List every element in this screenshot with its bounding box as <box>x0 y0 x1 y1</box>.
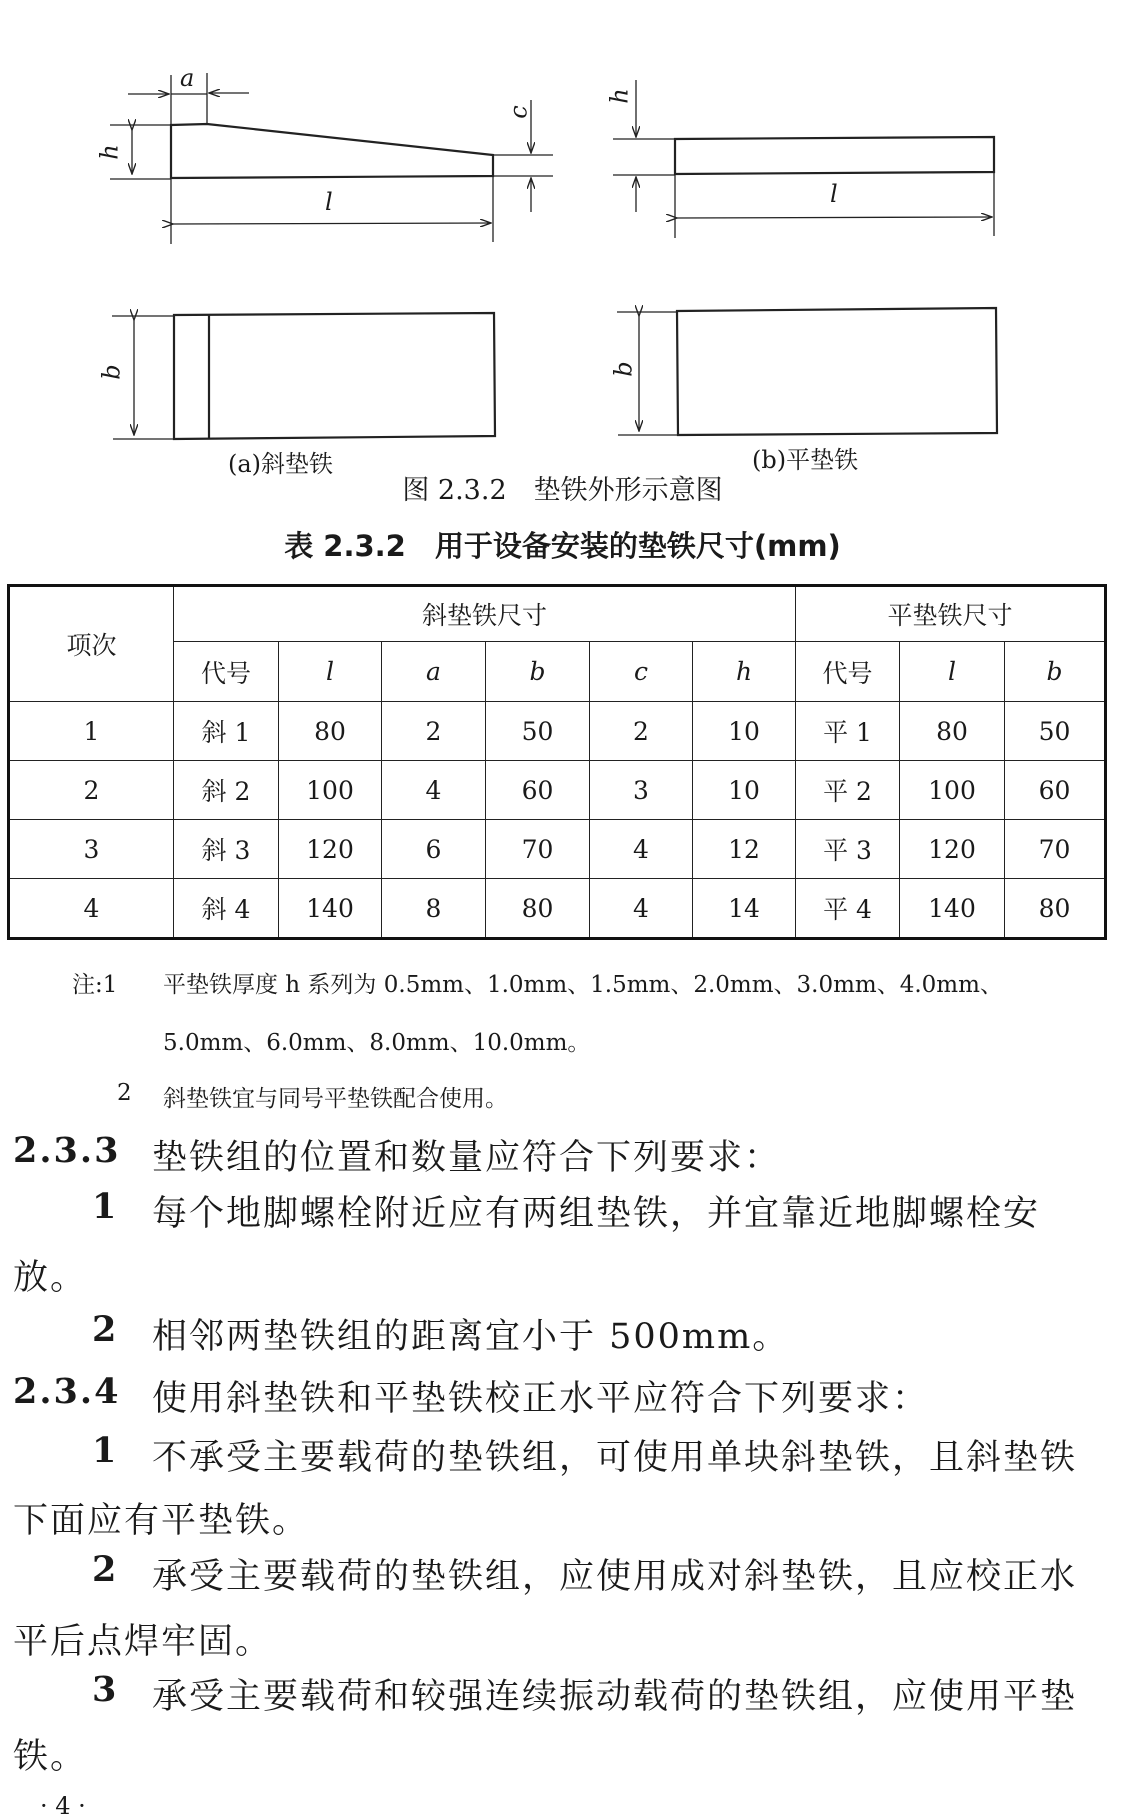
cell-flat-b: 50 <box>1005 702 1106 761</box>
dim-label-h: h <box>95 144 124 160</box>
cell-wedge-h: 10 <box>693 702 796 761</box>
cell-flat-b: 70 <box>1005 820 1106 879</box>
cell-flat-code: 平 4 <box>796 879 900 939</box>
cell-wedge-a: 4 <box>382 761 486 820</box>
cell-flat-b: 60 <box>1005 761 1106 820</box>
header-flat-l: l <box>900 642 1005 702</box>
table-row <box>9 820 1106 879</box>
cell-wedge-h: 10 <box>693 761 796 820</box>
cell-wedge-l: 140 <box>279 879 382 939</box>
table-row <box>9 761 1106 820</box>
flat-caption: (b)平垫铁 <box>752 446 859 474</box>
cell-flat-l: 80 <box>900 702 1005 761</box>
cell-wedge-b: 70 <box>486 820 590 879</box>
dim-label-a: a <box>180 64 195 92</box>
item-number: 1 <box>92 1186 119 1227</box>
flat-side-outline <box>675 137 994 174</box>
item-number: 3 <box>92 1669 119 1710</box>
wedge-caption: (a)斜垫铁 <box>228 450 334 478</box>
cell-no: 4 <box>9 879 174 939</box>
header-wedge-group: 斜垫铁尺寸 <box>174 586 796 642</box>
header-wedge-b: b <box>486 642 590 702</box>
table-row <box>9 879 1106 939</box>
cell-wedge-c: 4 <box>590 879 693 939</box>
cell-wedge-l: 120 <box>279 820 382 879</box>
item-text-line-1: 不承受主要载荷的垫铁组，可使用单块斜垫铁，且斜垫铁 <box>152 1438 1078 1478</box>
dim-label-c: c <box>504 105 533 119</box>
cell-wedge-a: 8 <box>382 879 486 939</box>
note-2-number: 2 <box>117 1080 132 1106</box>
dim-label-flat-b: b <box>609 361 638 377</box>
item-text-line-1: 每个地脚螺栓附近应有两组垫铁，并宜靠近地脚螺栓安 <box>152 1194 1041 1234</box>
cell-no: 3 <box>9 820 174 879</box>
cell-wedge-a: 6 <box>382 820 486 879</box>
cell-wedge-code: 斜 3 <box>174 820 279 879</box>
notes-prefix: 注:1 <box>72 972 118 998</box>
header-wedge-code: 代号 <box>174 642 279 702</box>
header-flat-code: 代号 <box>796 642 900 702</box>
page-number: · 4 · <box>40 1792 86 1820</box>
cell-wedge-h: 14 <box>693 879 796 939</box>
header-wedge-l: l <box>279 642 382 702</box>
cell-wedge-l: 80 <box>279 702 382 761</box>
note-2-text: 斜垫铁宜与同号平垫铁配合使用。 <box>163 1086 508 1112</box>
dim-label-l: l <box>325 188 333 216</box>
dim-label-flat-l: l <box>830 180 838 208</box>
item-number: 2 <box>92 1309 119 1350</box>
cell-wedge-b: 50 <box>486 702 590 761</box>
table-row <box>9 702 1106 761</box>
flat-plan-outline <box>677 308 997 435</box>
item-text-line-1: 承受主要载荷的垫铁组，应使用成对斜垫铁，且应校正水 <box>152 1557 1078 1597</box>
cell-wedge-c: 4 <box>590 820 693 879</box>
cell-wedge-h: 12 <box>693 820 796 879</box>
header-wedge-a: a <box>382 642 486 702</box>
item-text-line-2: 平后点焊牢固。 <box>13 1622 273 1662</box>
header-flat-b: b <box>1005 642 1106 702</box>
cell-no: 2 <box>9 761 174 820</box>
cell-wedge-a: 2 <box>382 702 486 761</box>
section-2-3-3-number: 2.3.3 <box>13 1130 121 1171</box>
cell-flat-l: 140 <box>900 879 1005 939</box>
note-1-line-2: 5.0mm、6.0mm、8.0mm、10.0mm。 <box>163 1030 591 1056</box>
cell-wedge-b: 80 <box>486 879 590 939</box>
section-2-3-4-heading: 使用斜垫铁和平垫铁校正水平应符合下列要求： <box>152 1379 930 1419</box>
cell-no: 1 <box>9 702 174 761</box>
shim-diagram <box>0 0 1125 470</box>
cell-flat-code: 平 3 <box>796 820 900 879</box>
section-2-3-3-heading: 垫铁组的位置和数量应符合下列要求： <box>152 1138 782 1178</box>
figure-caption: 图 2.3.2 垫铁外形示意图 <box>402 475 723 506</box>
item-text-line-2: 下面应有平垫铁。 <box>13 1501 310 1541</box>
cell-wedge-code: 斜 1 <box>174 702 279 761</box>
header-wedge-c: c <box>590 642 693 702</box>
note-1-line-1: 平垫铁厚度 h 系列为 0.5mm、1.0mm、1.5mm、2.0mm、3.0mm、4.0mm、 <box>163 972 1003 998</box>
section-2-3-4-number: 2.3.4 <box>13 1371 121 1412</box>
header-item-no: 项次 <box>9 586 174 702</box>
cell-wedge-code: 斜 4 <box>174 879 279 939</box>
cell-wedge-b: 60 <box>486 761 590 820</box>
wedge-plan-outline <box>174 313 495 439</box>
cell-flat-code: 平 1 <box>796 702 900 761</box>
cell-flat-code: 平 2 <box>796 761 900 820</box>
item-text-line-1: 相邻两垫铁组的距离宜小于 500mm。 <box>152 1317 790 1357</box>
cell-wedge-l: 100 <box>279 761 382 820</box>
cell-wedge-code: 斜 2 <box>174 761 279 820</box>
cell-flat-l: 100 <box>900 761 1005 820</box>
dim-label-flat-h: h <box>605 88 634 104</box>
header-flat-group: 平垫铁尺寸 <box>796 586 1106 642</box>
item-number: 1 <box>92 1430 119 1471</box>
cell-wedge-c: 3 <box>590 761 693 820</box>
item-number: 2 <box>92 1549 119 1590</box>
cell-flat-b: 80 <box>1005 879 1106 939</box>
header-wedge-h: h <box>693 642 796 702</box>
cell-flat-l: 120 <box>900 820 1005 879</box>
cell-wedge-c: 2 <box>590 702 693 761</box>
dim-label-b: b <box>97 364 126 380</box>
item-text-line-1: 承受主要载荷和较强连续振动载荷的垫铁组，应使用平垫 <box>152 1677 1078 1717</box>
wedge-side-outline <box>171 124 493 178</box>
item-text-line-2: 铁。 <box>13 1737 88 1777</box>
item-text-line-2: 放。 <box>13 1258 88 1298</box>
table-title: 表 2.3.2 用于设备安装的垫铁尺寸(mm) <box>284 529 841 563</box>
shim-size-table <box>7 584 1107 940</box>
